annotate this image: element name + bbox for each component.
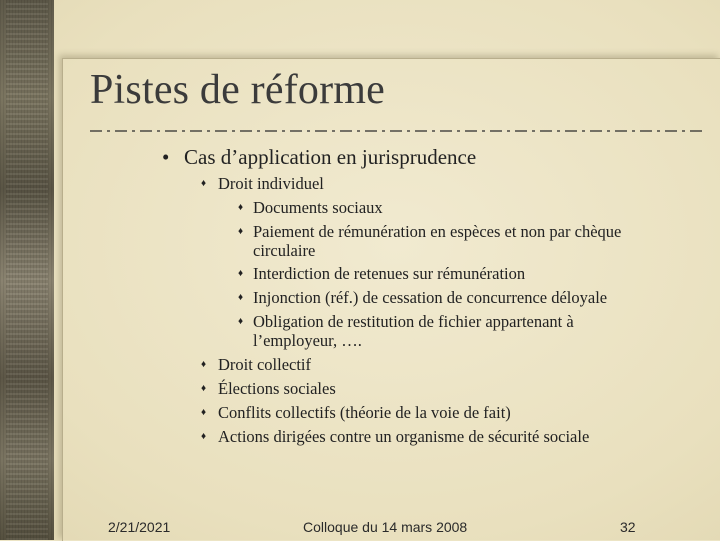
list-item-obligation: Obligation de restitution de fichier appartenant à <box>253 312 574 331</box>
list-item-documents-sociaux: Documents sociaux <box>253 198 383 217</box>
footer-event: Colloque du 14 mars 2008 <box>303 519 468 535</box>
round-bullet-icon: • <box>162 145 170 169</box>
title-divider <box>90 129 702 131</box>
list-item-conflits: Conflits collectifs (théorie de la voie de fait) <box>218 403 511 422</box>
list-item-obligation-cont: l’employeur, …. <box>253 331 362 350</box>
list-item-paiement-cont: circulaire <box>253 241 316 260</box>
footer-page-number: 32 <box>620 519 636 535</box>
diamond-bullet-icon: ♦ <box>238 316 244 327</box>
diamond-bullet-icon: ♦ <box>238 292 244 303</box>
list-item-elections: Élections sociales <box>218 379 336 398</box>
diamond-bullet-icon: ♦ <box>201 359 207 370</box>
slide-title: Pistes de réforme <box>90 67 385 113</box>
diamond-bullet-icon: ♦ <box>201 383 207 394</box>
diamond-bullet-icon: ♦ <box>238 268 244 279</box>
slide: Pistes de réforme • Cas d’application en jurisprudence ♦ Droit individuel ♦ Documents sociaux ♦ Paiement de rémunération en espèces et non par chèque circulaire ♦ Interdiction de retenues sur rémunération ♦ Injonction (réf.) de cessation de concurrence déloyale ♦ Obligation de restitution de fichier appartenant à l’employeur, …. ♦ Droit collectif ♦ Élections sociales ♦ Conflits collectifs (théorie de la voie de fait) ♦ Actions dirigées contre un organisme de sécurité sociale 2/21/2021 Colloque du 14 mars 2008 32 <box>0 0 720 540</box>
list-item-interdiction: Interdiction de retenues sur rémunération <box>253 264 526 283</box>
footer-date: 2/21/2021 <box>108 519 171 535</box>
list-item-injonction: Injonction (réf.) de cessation de concurrence déloyale <box>253 288 608 307</box>
diamond-bullet-icon: ♦ <box>238 226 244 237</box>
list-item-actions: Actions dirigées contre un organisme de sécurité sociale <box>218 427 590 446</box>
diamond-bullet-icon: ♦ <box>238 202 244 213</box>
list-item-paiement: Paiement de rémunération en espèces et non par chèque <box>253 222 622 241</box>
diamond-bullet-icon: ♦ <box>201 431 207 442</box>
diamond-bullet-icon: ♦ <box>201 178 207 189</box>
list-item-droit-individuel: Droit individuel <box>218 174 324 193</box>
diamond-bullet-icon: ♦ <box>201 407 207 418</box>
decorative-side-strip <box>0 0 54 540</box>
list-item-droit-collectif: Droit collectif <box>218 355 312 374</box>
